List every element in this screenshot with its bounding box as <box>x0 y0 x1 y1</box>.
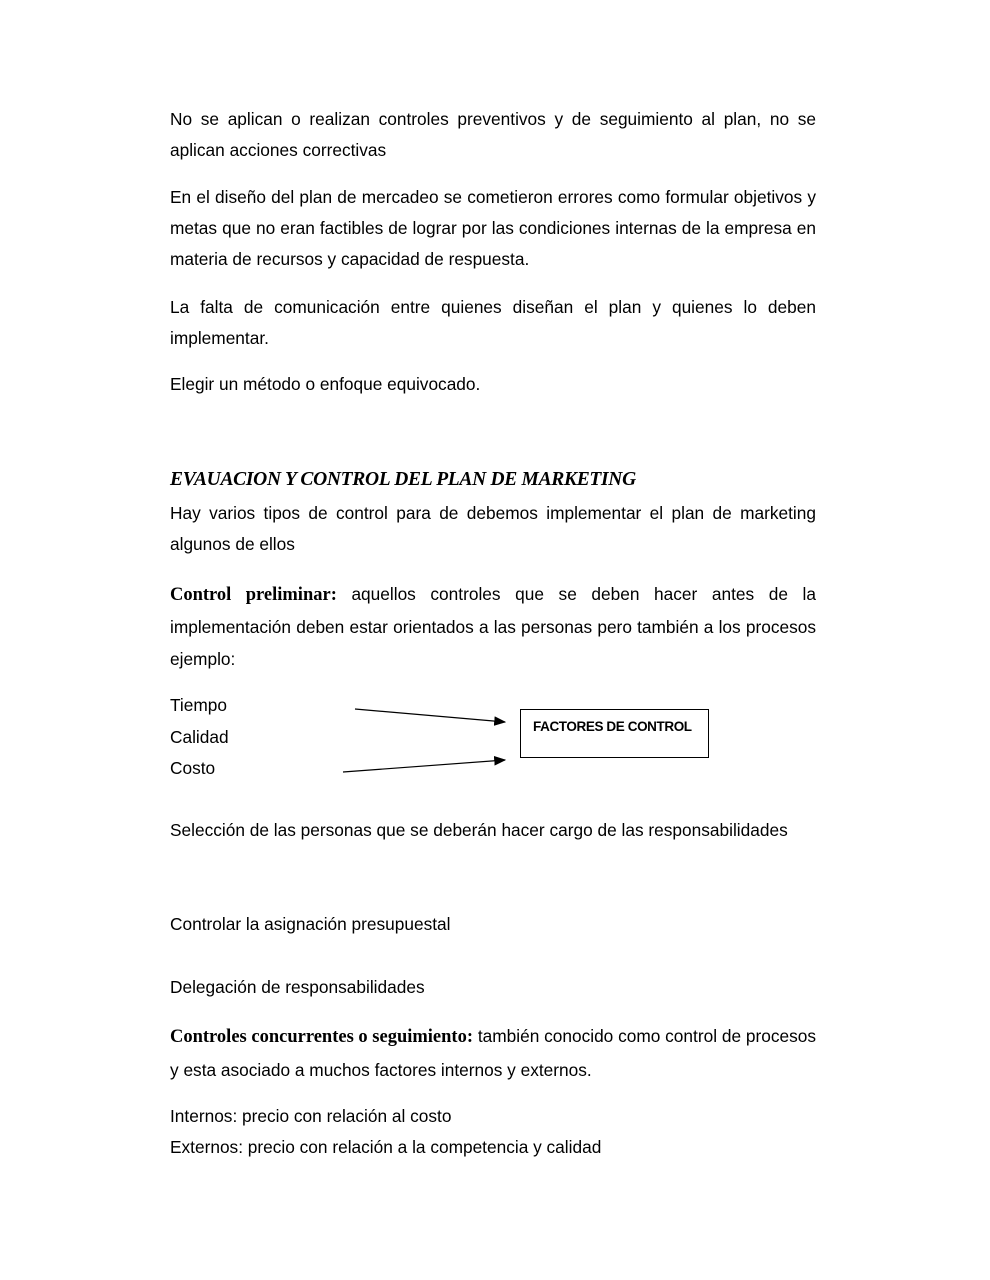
arrow-costo-icon <box>343 760 505 772</box>
arrow-tiempo-icon <box>355 709 505 722</box>
external-factors: Externos: precio con relación a la competencia y calidad <box>170 1137 602 1157</box>
internal-factors: Internos: precio con relación al costo <box>170 1106 452 1126</box>
item-budget: Controlar la asignación presupuestal <box>170 914 451 934</box>
item-selection: Selección de las personas que se deberán hacer cargo de las responsabilidades <box>170 820 788 840</box>
factors-of-control-box <box>520 709 709 758</box>
paragraph-control-intro: Hay varios tipos de control para de debemos implementar el plan de marketing algunos de ellos <box>170 503 816 554</box>
factor-costo: Costo <box>170 758 216 778</box>
factor-calidad: Calidad <box>170 727 229 747</box>
term-preliminary: Control preliminar: <box>170 585 337 605</box>
paragraph-communication: La falta de comunicación entre quienes diseñan el plan y quienes lo deben implementar. <box>170 297 816 348</box>
text-concurrent: también conocido como control de procesos y esta asociado a muchos factores internos y externos. <box>170 1026 817 1080</box>
factor-tiempo: Tiempo <box>170 695 227 715</box>
paragraph-design-errors: En el diseño del plan de mercadeo se cometieron errores como formular objetivos y metas que no eran factibles de lograr por las condiciones internas de la empresa en materia de recursos y capacidad de respuesta. <box>170 187 816 269</box>
section-heading: EVAUACION Y CONTROL DEL PLAN DE MARKETING <box>170 469 636 490</box>
paragraph-wrong-method: Elegir un método o enfoque equivocado. <box>170 374 481 394</box>
item-delegation: Delegación de responsabilidades <box>170 977 425 997</box>
paragraph-no-controls: No se aplican o realizan controles preventivos y de seguimiento al plan, no se aplican acciones correctivas <box>170 109 816 160</box>
term-concurrent: Controles concurrentes o seguimiento: <box>170 1027 474 1047</box>
text-preliminary: aquellos controles que se deben hacer antes de la implementación deben estar orientados a las personas pero también a los procesos ejemplo: <box>170 584 816 669</box>
factors-of-control-label: FACTORES DE CONTROL <box>533 719 692 734</box>
paragraph-concurrent-control <box>170 1020 816 1087</box>
